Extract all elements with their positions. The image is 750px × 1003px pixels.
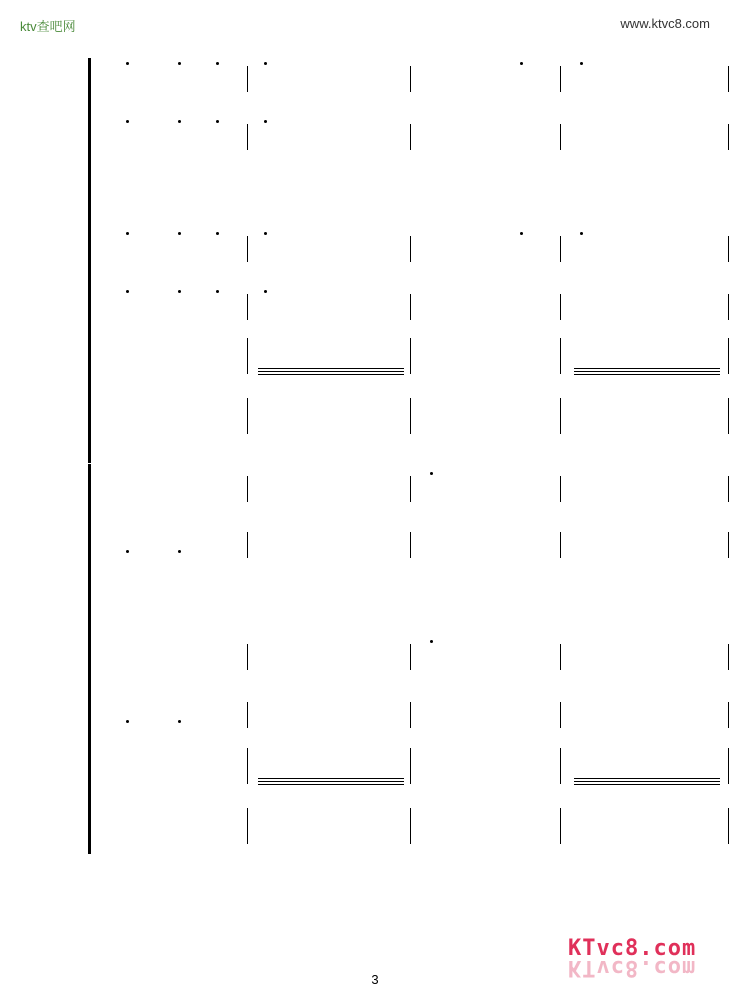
- barline: [247, 236, 248, 262]
- barline: [247, 532, 248, 558]
- barline: [728, 748, 729, 784]
- barline: [247, 644, 248, 670]
- barline: [560, 294, 561, 320]
- beam-underline: [574, 781, 720, 782]
- octave-dot: [264, 62, 267, 65]
- beam-underline: [258, 368, 404, 369]
- system-bracket: [88, 464, 91, 854]
- barline: [560, 236, 561, 262]
- octave-dot: [178, 62, 181, 65]
- barline: [247, 702, 248, 728]
- octave-dot: [126, 290, 129, 293]
- barline: [410, 236, 411, 262]
- octave-dot: [216, 120, 219, 123]
- barline: [728, 66, 729, 92]
- barline: [410, 66, 411, 92]
- octave-dot: [178, 232, 181, 235]
- barline: [728, 644, 729, 670]
- barline: [560, 532, 561, 558]
- barline: [560, 748, 561, 784]
- barline: [410, 702, 411, 728]
- beam-underline: [258, 784, 404, 785]
- octave-dot: [126, 720, 129, 723]
- barline: [728, 532, 729, 558]
- barline: [728, 294, 729, 320]
- ktvc8-logo: [568, 936, 718, 988]
- octave-dot: [520, 62, 523, 65]
- beam-underline: [258, 374, 404, 375]
- barline: [247, 338, 248, 374]
- barline: [560, 702, 561, 728]
- barline: [247, 124, 248, 150]
- barline: [247, 476, 248, 502]
- barline: [247, 808, 248, 844]
- barline: [728, 124, 729, 150]
- barline: [410, 532, 411, 558]
- barline: [410, 124, 411, 150]
- system-bracket: [88, 58, 91, 463]
- octave-dot: [178, 720, 181, 723]
- site-url-right: www.ktvc8.com: [620, 16, 710, 31]
- barline: [247, 66, 248, 92]
- octave-dot: [216, 62, 219, 65]
- beam-underline: [258, 371, 404, 372]
- beam-underline: [258, 781, 404, 782]
- octave-dot: [430, 472, 433, 475]
- beam-underline: [574, 778, 720, 779]
- octave-dot: [178, 550, 181, 553]
- page-number: 3: [371, 972, 379, 987]
- barline: [560, 476, 561, 502]
- octave-dot: [216, 290, 219, 293]
- octave-dot: [126, 232, 129, 235]
- barline: [560, 398, 561, 434]
- barline: [410, 808, 411, 844]
- octave-dot: [264, 120, 267, 123]
- octave-dot: [126, 62, 129, 65]
- barline: [560, 644, 561, 670]
- beam-underline: [574, 368, 720, 369]
- barline: [560, 338, 561, 374]
- beam-underline: [574, 784, 720, 785]
- barline: [560, 808, 561, 844]
- octave-dot: [126, 550, 129, 553]
- octave-dot: [580, 232, 583, 235]
- octave-dot: [264, 232, 267, 235]
- barline: [728, 398, 729, 434]
- barline: [247, 294, 248, 320]
- barline: [247, 398, 248, 434]
- beam-underline: [574, 371, 720, 372]
- logo-reflection: KTvc8.com: [568, 955, 697, 980]
- barline: [728, 702, 729, 728]
- barline: [728, 338, 729, 374]
- octave-dot: [216, 232, 219, 235]
- octave-dot: [178, 290, 181, 293]
- barline: [410, 644, 411, 670]
- barline: [410, 338, 411, 374]
- barline: [410, 748, 411, 784]
- octave-dot: [520, 232, 523, 235]
- site-name-left: ktv查吧网: [20, 19, 76, 34]
- beam-underline: [258, 778, 404, 779]
- octave-dot: [178, 120, 181, 123]
- octave-dot: [264, 290, 267, 293]
- octave-dot: [580, 62, 583, 65]
- barline: [410, 476, 411, 502]
- beam-underline: [574, 374, 720, 375]
- barline: [410, 398, 411, 434]
- octave-dot: [126, 120, 129, 123]
- octave-dot: [430, 640, 433, 643]
- barline: [728, 476, 729, 502]
- barline: [728, 236, 729, 262]
- barline: [728, 808, 729, 844]
- barline: [410, 294, 411, 320]
- barline: [560, 66, 561, 92]
- logo-text: KTvc8.com: [568, 936, 697, 961]
- barline: [247, 748, 248, 784]
- barline: [560, 124, 561, 150]
